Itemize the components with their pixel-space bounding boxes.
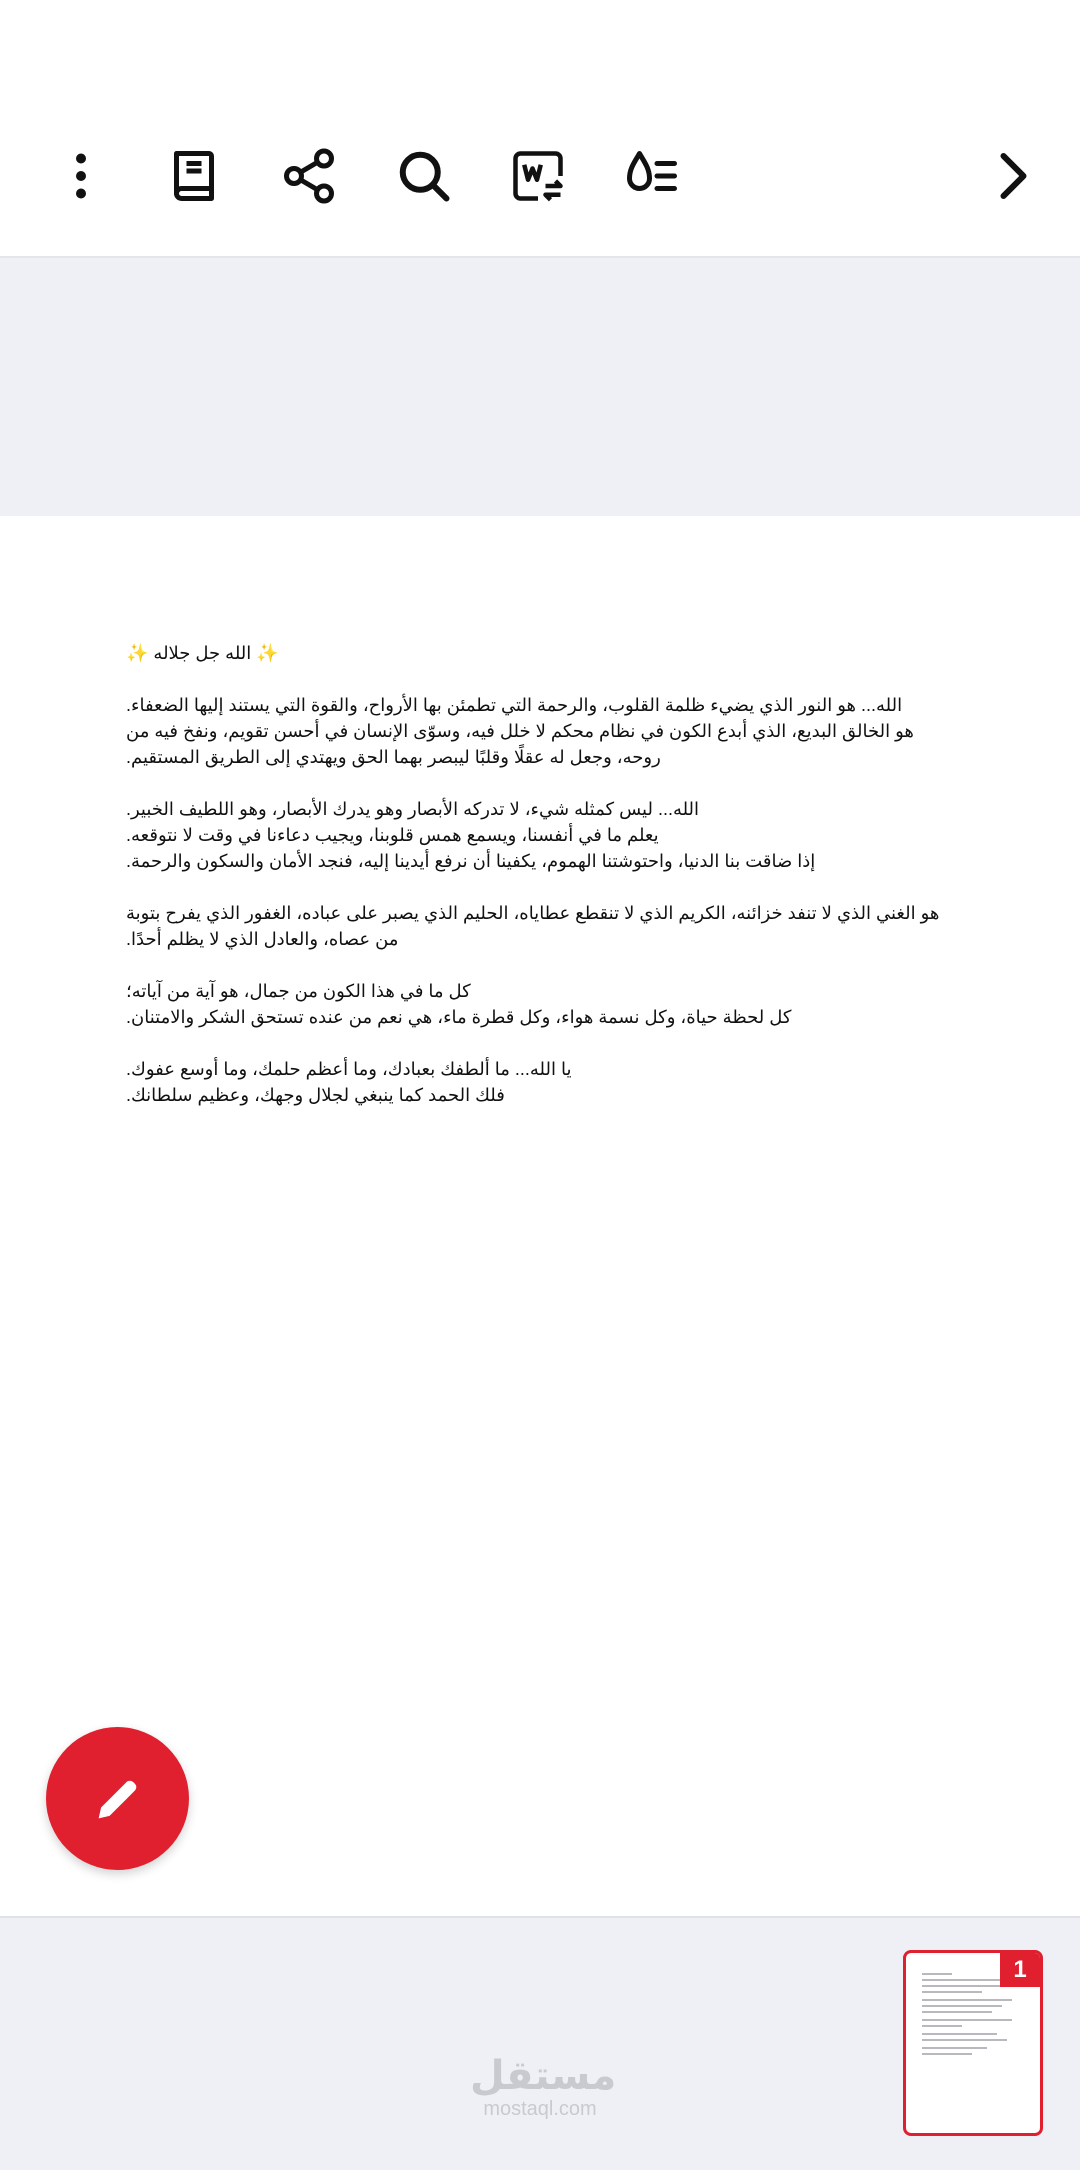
mostaql-watermark: [470, 2053, 617, 2120]
ink-lines-icon: [622, 146, 682, 206]
thumbnail-preview: [922, 1973, 1012, 2059]
document-paragraph-2: الله... ليس كمثله شيء، لا تدركه الأبصار وهو يدرك الأبصار، وهو اللطيف الخبير. يعلم ما في أنفسنا، ويسمع همس قلوبنا، ويجيب دعاءنا في وقت لا نتوقعه. إذا ضاقت بنا الدنيا، واحتوشتنا الهموم، يكفينا أن نرفع أيدينا إليه، فنجد الأمان والسكون والرحمة.: [126, 799, 816, 871]
watermark-arabic: مستقل: [470, 2053, 617, 2099]
search-icon: [394, 146, 454, 206]
top-toolbar: [0, 0, 1080, 258]
page-number-badge: 1: [1000, 1953, 1040, 1987]
next-button[interactable]: [971, 136, 1051, 216]
document-body: [126, 640, 954, 1134]
document-paragraph-1: الله... هو النور الذي يضيء ظلمة القلوب، والرحمة التي تطمئن بها الأرواح، والقوة التي يستند إليها الضعفاء. هو الخالق البديع، الذي أبدع الكون في نظام محكم لا خلل فيه، وسوّى الإنسان في أحسن تقويم، ونفخ فيه من روحه، وجعل له عقلًا وقلبًا ليبصر بهما الحق ويهتدي إلى الطريق المستقيم.: [126, 695, 914, 767]
ink-annotate-button[interactable]: [612, 136, 692, 216]
document-title: ✨ الله جل جلاله ✨: [126, 643, 279, 663]
document-paragraph-5: يا الله... ما ألطفك بعبادك، وما أعظم حلمك، وما أوسع عفوك. فلك الحمد كما ينبغي لجلال وجهك، وعظيم سلطانك.: [126, 1059, 572, 1105]
word-convert-icon: [508, 146, 568, 206]
document-paragraph-4: كل ما في هذا الكون من جمال، هو آية من آياته؛ كل لحظة حياة، وكل نسمة هواء، وكل قطرة ماء، هي نعم من عنده تستحق الشكر والامتنان.: [126, 981, 792, 1027]
watermark-latin: mostaql.com: [483, 2098, 597, 2120]
page-thumbnail[interactable]: [903, 1950, 1043, 2136]
pencil-icon: [89, 1770, 147, 1828]
search-button[interactable]: [384, 136, 464, 216]
document-page[interactable]: [0, 516, 1080, 1916]
share-button[interactable]: [269, 136, 349, 216]
document-paragraph-3: هو الغني الذي لا تنفد خزائنه، الكريم الذي لا تنقطع عطاياه، الحليم الذي يصبر على عباده، الغفور الذي يفرح بتوبة من عصاه، والعادل الذي لا يظلم أحدًا.: [126, 903, 940, 949]
chevron-right-icon: [981, 146, 1041, 206]
book-icon: [164, 146, 224, 206]
edit-fab-button[interactable]: [46, 1727, 189, 1870]
convert-to-word-button[interactable]: [498, 136, 578, 216]
share-icon: [279, 146, 339, 206]
viewer-background: [0, 258, 1080, 516]
reader-mode-button[interactable]: [154, 136, 234, 216]
more-options-button[interactable]: [41, 136, 121, 216]
more-vertical-icon: [51, 146, 111, 206]
